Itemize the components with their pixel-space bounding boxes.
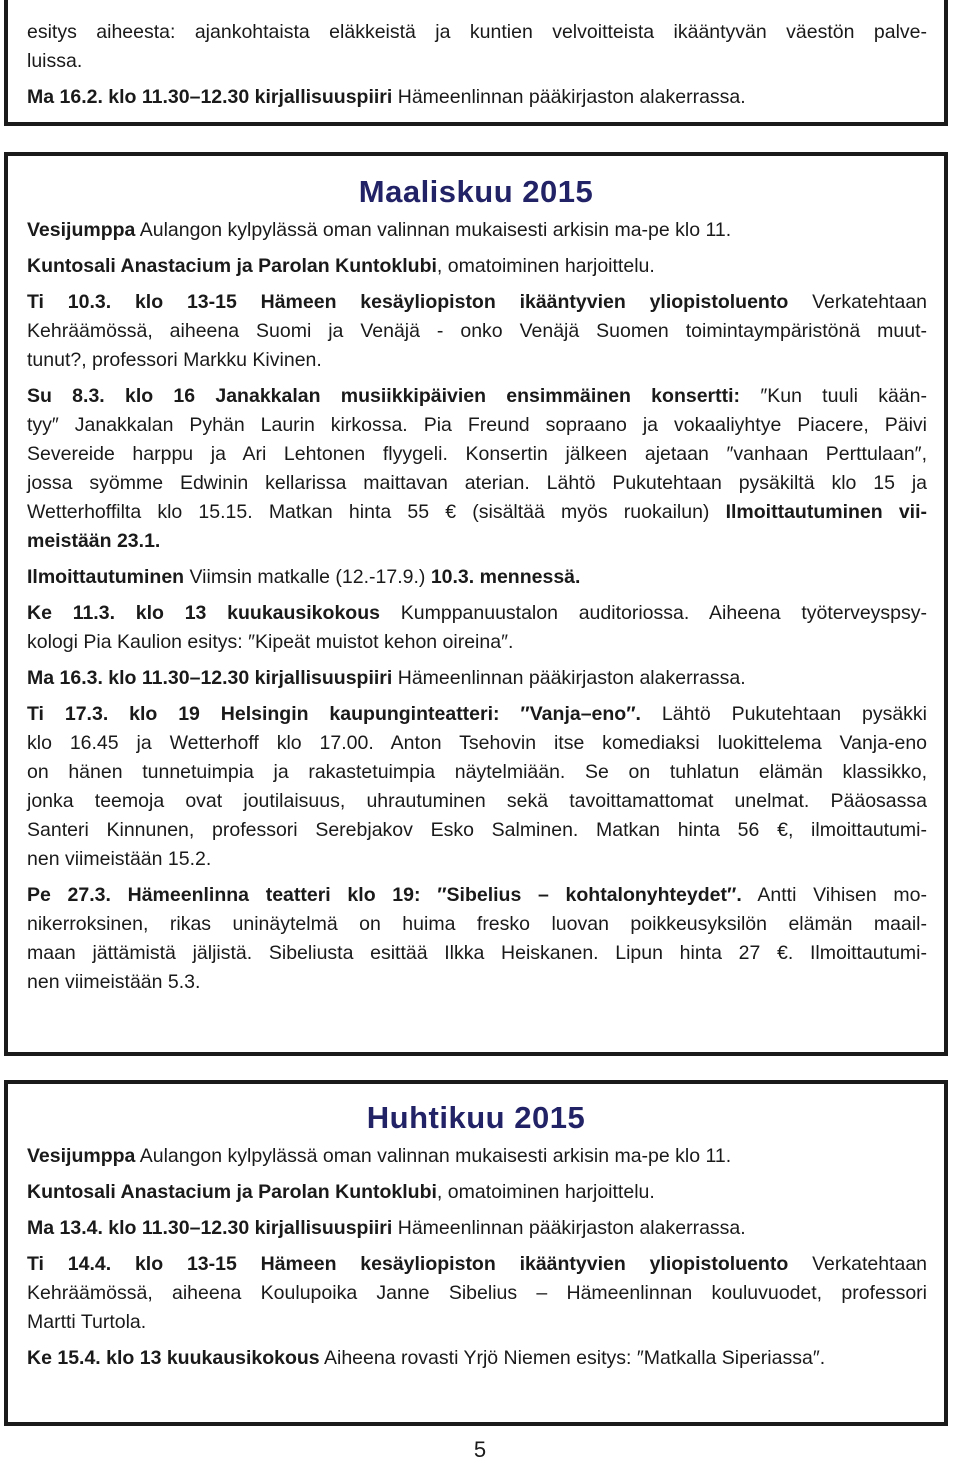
event-title: Ti 10.3. klo 13-15 Hämeen kesäyliopiston ikääntyvien yliopistoluento (27, 291, 789, 313)
event-title: Vesijumppa (27, 1145, 136, 1167)
text-line: nikerroksinen, rikas uninäytelmä on huima fresko luovan poikkeusyksilön elämän maail- (27, 913, 927, 935)
event-ti-14-4 (27, 1250, 927, 1337)
text-span: Santeri Kinnunen, professori Serebjakov Esko Salminen. Matkan hinta 56 (27, 819, 760, 841)
euro-sign: € (777, 819, 788, 841)
event-text: Antti Vihisen mo- (757, 884, 928, 906)
event-ti-10-3 (27, 288, 927, 375)
event-ke-15-4 (27, 1344, 927, 1373)
event-text: Aulangon kylpylässä oman valinnan mukaisesti arkisin ma-pe klo 11. (139, 1145, 732, 1167)
event-ke-11-3 (27, 599, 927, 657)
event-text: Hämeenlinnan pääkirjaston alakerrassa. (397, 86, 746, 108)
text-span: Severeide harppu ja Ari Lehtonen flyygeli. (27, 443, 448, 465)
text-line: Kehräämössä, aiheena Suomi ja Venäjä - onko Venäjä Suomen toimintaympäristönä muut- (27, 320, 927, 342)
event-title: Ma 16.2. klo 11.30–12.30 kirjallisuuspiiri (27, 86, 393, 108)
text-line: kologi Pia Kaulion esitys: ″Kipeät muistot kehon oireina″. (27, 631, 514, 653)
text-span: Matkan hinta 55 (268, 501, 430, 523)
event-vesijumppa-march (27, 216, 927, 245)
text-bold: meistään 23.1. (27, 530, 161, 552)
text-line: esitys aiheesta: ajankohtaista eläkkeistä ja kuntien velvoitteista ikääntyvän väestön palve- (27, 21, 927, 43)
event-ma-16-3 (27, 664, 927, 693)
text-span: Anton Tsehovin itse komediaksi luokittelema Vanja-eno (390, 732, 928, 754)
month-heading-march: Maaliskuu 2015 (358, 174, 594, 209)
text-line: jonka teemoja ovat joutilaisuus, uhrautuminen sekä tavoittamattomat unelmat. Pääosassa (27, 790, 927, 812)
event-title: Vesijumppa (27, 219, 136, 241)
event-title: Ke 15.4. klo 13 kuukausikokous (27, 1347, 320, 1369)
event-text: Verkatehtaan (812, 291, 928, 313)
event-su-8-3 (27, 382, 927, 556)
event-text: ″Kun tuuli kään- (760, 385, 927, 407)
event-ti-17-3 (27, 700, 927, 874)
march-2015-box (4, 152, 948, 1056)
text-span: maan jättämistä jäljistä. Sibeliusta esittää Ilkka Heiskanen. Lipun hinta 27 (27, 942, 761, 964)
page-number: 5 (473, 1437, 487, 1462)
event-title: Kuntosali Anastacium ja Parolan Kuntoklubi (27, 1181, 437, 1203)
april-2015-box (4, 1080, 948, 1426)
text-line: luissa. (27, 50, 83, 72)
text-span: (sisältää myös ruokailun) (472, 501, 710, 523)
month-heading-april: Huhtikuu 2015 (366, 1100, 586, 1135)
event-ilmoittautuminen-viimsi (27, 563, 927, 592)
event-title: Ma 13.4. klo 11.30–12.30 kirjallisuuspiiri (27, 1217, 393, 1239)
event-text: Aiheena rovasti Yrjö Niemen esitys: ″Matkalla Siperiassa″. (323, 1347, 826, 1369)
text-line: nen viimeistään 15.2. (27, 848, 212, 870)
text-span: Lähtö Pukutehtaan pysäkiltä klo 15 ja (546, 472, 928, 494)
text-line: nen viimeistään 5.3. (27, 971, 201, 993)
text-span: jossa syömme Edwinin kellarissa maittavan aterian. (27, 472, 530, 494)
event-kuntosali-march (27, 252, 927, 281)
event-title: Ti 17.3. klo 19 Helsingin kaupunginteatteri: ″Vanja–eno″. (27, 703, 641, 725)
event-text: , omatoiminen harjoittelu. (436, 255, 655, 277)
paragraph-previous-lecture-end (27, 18, 927, 76)
text-line: on hänen tunnetuimpia ja rakastetuimpia näytelmiään. Se on tuhlatun elämän klassikko, (27, 761, 927, 783)
event-title: Ti 14.4. klo 13-15 Hämeen kesäyliopiston ikääntyvien yliopistoluento (27, 1253, 789, 1275)
event-ma-16-2 (27, 83, 927, 112)
text-bold: 10.3. mennessä. (430, 566, 581, 588)
event-title: Pe 27.3. Hämeenlinna teatteri klo 19: ″Sibelius – kohtalonyhteydet″. (27, 884, 742, 906)
event-vesijumppa-april (27, 1142, 927, 1171)
text-line: Kehräämössä, aiheena Koulupoika Janne Sibelius – Hämeenlinnan kouluvuodet, professori (27, 1282, 927, 1304)
event-title: Ilmoittautuminen (27, 566, 185, 588)
text-line: tunut?, professori Markku Kivinen. (27, 349, 322, 371)
event-text: , omatoiminen harjoittelu. (436, 1181, 655, 1203)
event-text: Lähtö Pukutehtaan pysäkki (661, 703, 928, 725)
text-bold: Ilmoittautuminen vii- (725, 501, 928, 523)
event-ma-13-4 (27, 1214, 927, 1243)
event-text: Kumppanuustalon auditoriossa. (400, 602, 690, 624)
euro-sign: € (445, 501, 457, 523)
event-title: Su 8.3. klo 16 Janakkalan musiikkipäivien ensimmäinen konsertti: (27, 385, 741, 407)
previous-month-continuation-box (4, 0, 948, 126)
event-title: Ke 11.3. klo 13 kuukausikokous (27, 602, 380, 624)
text-span: Wetterhoffilta klo 15.15. (27, 501, 253, 523)
event-kuntosali-april (27, 1178, 927, 1207)
event-title: Kuntosali Anastacium ja Parolan Kuntoklubi (27, 255, 437, 277)
event-text: Hämeenlinnan pääkirjaston alakerrassa. (397, 667, 746, 689)
event-pe-27-3 (27, 881, 927, 997)
text-span: , ilmoittautumi- (787, 819, 927, 841)
text-line: Martti Turtola. (27, 1311, 147, 1333)
text-span: tyy″ Janakkalan Pyhän Laurin kirkossa. (27, 414, 408, 436)
event-text: Aulangon kylpylässä oman valinnan mukaisesti arkisin ma-pe klo 11. (139, 219, 732, 241)
event-text: Viimsin matkalle (12.-17.9.) (189, 566, 426, 588)
text-span: Konsertin jälkeen ajetaan ″vanhaan Perttulaan″, (465, 443, 927, 465)
euro-sign: € (777, 942, 788, 964)
event-text: Hämeenlinnan pääkirjaston alakerrassa. (397, 1217, 746, 1239)
text-span: . Ilmoittautumi- (787, 942, 927, 964)
event-text: Verkatehtaan (812, 1253, 928, 1275)
event-text: Aiheena työterveyspsy- (708, 602, 928, 624)
text-span: klo 16.45 ja Wetterhoff klo 17.00. (27, 732, 374, 754)
text-span: Pia Freund sopraano ja vokaaliyhtye Piacere, Päivi (423, 414, 928, 436)
event-title: Ma 16.3. klo 11.30–12.30 kirjallisuuspiiri (27, 667, 393, 689)
